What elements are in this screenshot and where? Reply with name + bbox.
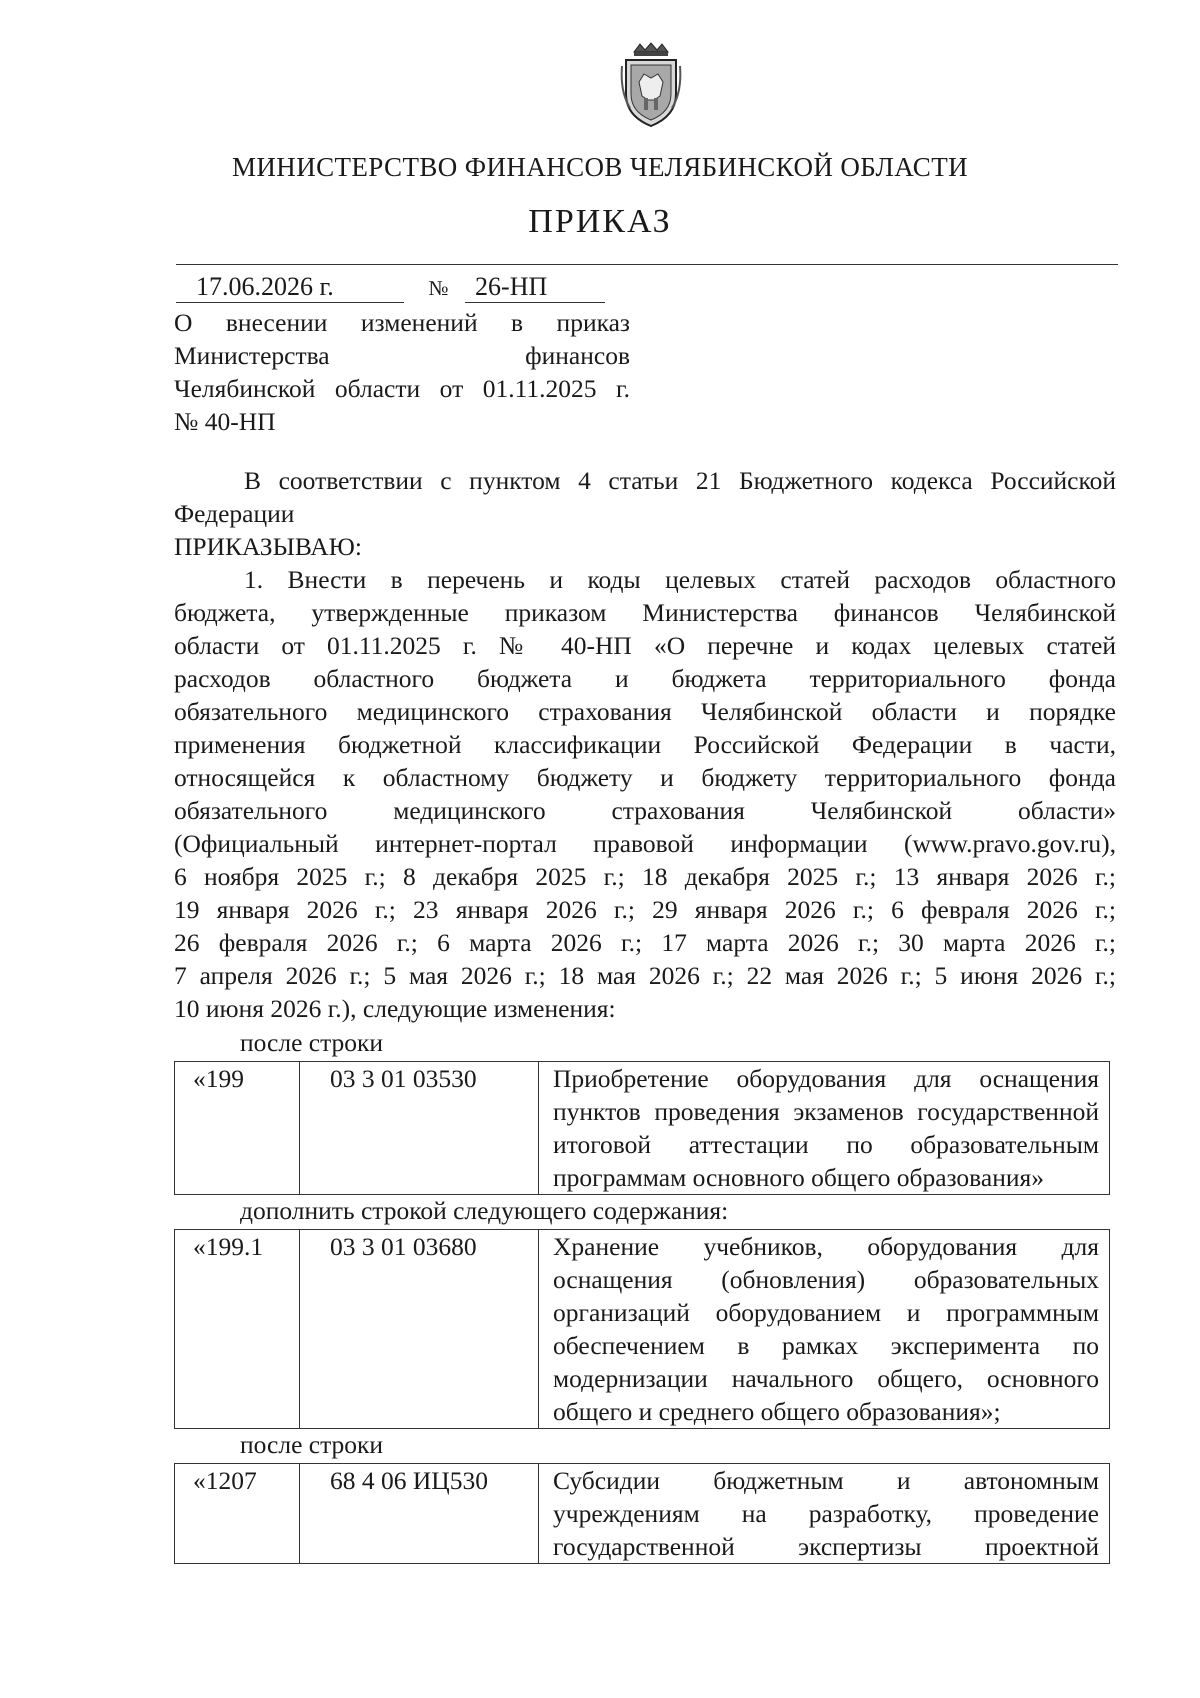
table-row bbox=[175, 1464, 1110, 1564]
row-description: Хранение учебников, оборудования для оснащения (обновления) образовательных организаций оборудованием и программным обеспечением в рамках эксперимента по модернизации начального общего, основного общего и среднего общего образования»; bbox=[539, 1230, 1110, 1429]
item-line: обязательного медицинского страхования Челябинской области и порядке bbox=[174, 697, 1116, 726]
document-type: ПРИКАЗ bbox=[528, 203, 672, 240]
order-word: ПРИКАЗЫВАЮ: bbox=[174, 532, 362, 561]
item-line: относящейся к областному бюджету и бюджету территориального фонда bbox=[174, 763, 1116, 792]
row-number: «199.1 bbox=[175, 1230, 300, 1429]
code-table bbox=[174, 1229, 1110, 1429]
subject-line: № 40-НП bbox=[174, 407, 276, 436]
row-number: «199 bbox=[175, 1062, 300, 1195]
item-line: обязательного медицинского страхования Челябинской области» bbox=[174, 796, 1116, 825]
item-line: 1. Внести в перечень и коды целевых статей расходов областного bbox=[244, 565, 1116, 594]
row-code: 68 4 06 ИЦ530 bbox=[300, 1464, 539, 1564]
number-sign: № bbox=[428, 276, 449, 300]
add-row-label: дополнить строкой следующего содержания: bbox=[240, 1196, 729, 1225]
order-subject bbox=[174, 306, 630, 438]
item-line: 10 июня 2026 г.), следующие изменения: bbox=[174, 994, 616, 1023]
row-description: Субсидии бюджетным и автономным учреждениям на разработку, проведение государственной экспертизы проектной bbox=[539, 1464, 1110, 1564]
subject-line: О внесении изменений в приказ bbox=[174, 308, 630, 337]
ministry-name: МИНИСТЕРСТВО ФИНАНСОВ ЧЕЛЯБИНСКОЙ ОБЛАСТИ bbox=[232, 152, 968, 182]
order-date: 17.06.2026 г. bbox=[176, 272, 404, 303]
item-line: 19 января 2026 г.; 23 января 2026 г.; 29 января 2026 г.; 6 февраля 2026 г.; bbox=[174, 895, 1116, 924]
after-row-label: после строки bbox=[240, 1430, 384, 1459]
preamble-line: В соответствии с пунктом 4 статьи 21 Бюджетного кодекса Российской bbox=[244, 466, 1116, 495]
coat-of-arms-emblem bbox=[620, 42, 682, 128]
header-rule bbox=[176, 264, 1118, 265]
subject-line: Челябинской области от 01.11.2025 г. bbox=[174, 374, 630, 403]
order-number: 26-НП bbox=[465, 272, 605, 303]
row-number: «1207 bbox=[175, 1464, 300, 1564]
item-line: 26 февраля 2026 г.; 6 марта 2026 г.; 17 марта 2026 г.; 30 марта 2026 г.; bbox=[174, 928, 1116, 957]
code-table bbox=[174, 1061, 1110, 1195]
table-row bbox=[175, 1062, 1110, 1195]
code-table bbox=[174, 1463, 1110, 1564]
preamble bbox=[174, 464, 1116, 563]
date-number-line bbox=[176, 272, 605, 304]
table-row bbox=[175, 1230, 1110, 1429]
row-description: Приобретение оборудования для оснащения пунктов проведения экзаменов государственной итоговой аттестации по образовательным программам основного общего образования» bbox=[539, 1062, 1110, 1195]
after-row-label: после строки bbox=[240, 1028, 384, 1057]
row-code: 03 3 01 03530 bbox=[300, 1062, 539, 1195]
preamble-line: Федерации bbox=[174, 499, 295, 528]
item-line: 7 апреля 2026 г.; 5 мая 2026 г.; 18 мая 2026 г.; 22 мая 2026 г.; 5 июня 2026 г.; bbox=[174, 961, 1116, 990]
item-line: 6 ноября 2025 г.; 8 декабря 2025 г.; 18 декабря 2025 г.; 13 января 2026 г.; bbox=[174, 862, 1116, 891]
subject-line: Министерства финансов bbox=[174, 341, 630, 370]
item-line: расходов областного бюджета и бюджета территориального фонда bbox=[174, 664, 1116, 693]
item-line: области от 01.11.2025 г. № 40-НП «О перечне и кодах целевых статей bbox=[174, 631, 1116, 660]
row-code: 03 3 01 03680 bbox=[300, 1230, 539, 1429]
item-line: применения бюджетной классификации Российской Федерации в части, bbox=[174, 730, 1116, 759]
item-line: (Официальный интернет-портал правовой информации (www.pravo.gov.ru), bbox=[174, 829, 1116, 858]
item-line: бюджета, утвержденные приказом Министерства финансов Челябинской bbox=[174, 598, 1116, 627]
item-1 bbox=[174, 563, 1116, 1025]
